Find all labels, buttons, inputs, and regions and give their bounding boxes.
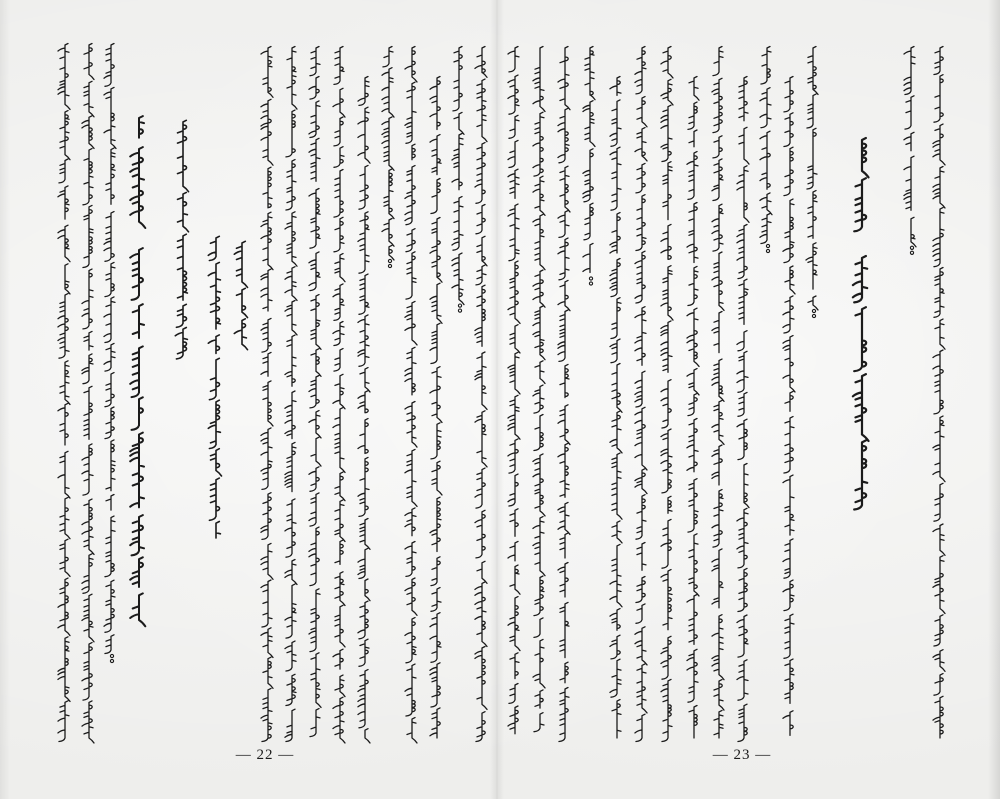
text-column xyxy=(430,77,442,739)
script-strokes xyxy=(208,236,221,538)
full-stop-mark xyxy=(589,282,592,285)
heading-subline xyxy=(175,120,188,359)
text-column xyxy=(104,44,116,663)
text-column xyxy=(712,47,724,739)
script-strokes xyxy=(687,77,699,739)
script-strokes xyxy=(82,44,94,744)
page-left-text-block xyxy=(58,44,487,744)
text-column xyxy=(309,47,321,737)
text-column xyxy=(610,77,622,739)
full-stop-mark xyxy=(589,277,592,280)
text-column xyxy=(635,47,647,742)
script-strokes xyxy=(558,47,570,742)
script-strokes xyxy=(358,77,370,744)
heading-subline xyxy=(234,241,247,349)
page-number-left: — 22 — xyxy=(235,747,295,763)
text-column xyxy=(583,47,595,286)
text-column xyxy=(382,47,394,268)
text-column xyxy=(737,77,749,742)
text-column xyxy=(933,47,945,739)
script-strokes xyxy=(610,77,622,739)
chapter-heading xyxy=(130,248,145,626)
script-strokes xyxy=(382,47,394,261)
chapter-heading xyxy=(130,116,145,228)
text-column xyxy=(904,47,916,255)
text-column xyxy=(806,47,818,318)
text-column xyxy=(58,44,70,742)
script-strokes xyxy=(130,116,145,228)
script-strokes xyxy=(452,47,464,305)
text-column xyxy=(760,47,772,253)
full-stop-mark xyxy=(766,249,769,252)
full-stop-mark xyxy=(458,309,461,312)
text-column xyxy=(261,47,273,742)
script-strokes xyxy=(737,77,749,742)
script-strokes xyxy=(104,44,116,654)
text-column xyxy=(405,47,417,744)
full-stop-mark xyxy=(388,259,391,262)
script-strokes xyxy=(333,47,345,744)
text-column xyxy=(661,47,673,742)
script-strokes xyxy=(430,77,442,739)
full-stop-mark xyxy=(766,244,769,247)
script-strokes xyxy=(904,47,916,247)
script-strokes xyxy=(854,138,868,231)
script-strokes xyxy=(933,47,945,739)
script-strokes xyxy=(58,44,70,742)
text-column xyxy=(783,77,795,736)
text-column xyxy=(687,77,699,739)
text-column xyxy=(285,47,297,742)
script-strokes xyxy=(405,47,417,744)
full-stop-mark xyxy=(110,654,113,657)
full-stop-mark xyxy=(458,304,461,307)
text-column xyxy=(475,47,487,742)
script-strokes xyxy=(760,47,772,244)
section-title xyxy=(854,138,868,231)
script-strokes xyxy=(853,256,869,510)
text-column xyxy=(508,47,520,734)
page-right-text-block xyxy=(508,47,945,742)
script-strokes xyxy=(712,47,724,739)
script-strokes xyxy=(533,47,545,732)
text-column xyxy=(452,47,464,313)
script-strokes xyxy=(508,47,520,734)
script-strokes xyxy=(583,47,595,273)
full-stop-mark xyxy=(910,251,913,254)
text-column xyxy=(533,47,545,732)
text-column xyxy=(358,77,370,744)
full-stop-mark xyxy=(812,309,815,312)
script-strokes xyxy=(261,47,273,742)
script-strokes xyxy=(309,47,321,737)
script-strokes xyxy=(475,47,487,742)
script-strokes xyxy=(130,248,145,626)
script-strokes xyxy=(783,77,795,736)
section-title xyxy=(853,256,869,510)
script-strokes xyxy=(175,120,188,359)
text-column xyxy=(558,47,570,742)
full-stop-mark xyxy=(110,659,113,662)
heading-subline xyxy=(208,236,221,538)
full-stop-mark xyxy=(812,314,815,317)
text-column xyxy=(82,44,94,744)
full-stop-mark xyxy=(910,246,913,249)
script-strokes xyxy=(806,47,818,311)
page-number-right: — 23 — xyxy=(712,747,772,763)
script-strokes xyxy=(234,241,247,349)
text-column xyxy=(333,47,345,744)
full-stop-mark xyxy=(388,264,391,267)
script-strokes xyxy=(285,47,297,742)
script-strokes xyxy=(635,47,647,742)
script-strokes xyxy=(661,47,673,742)
